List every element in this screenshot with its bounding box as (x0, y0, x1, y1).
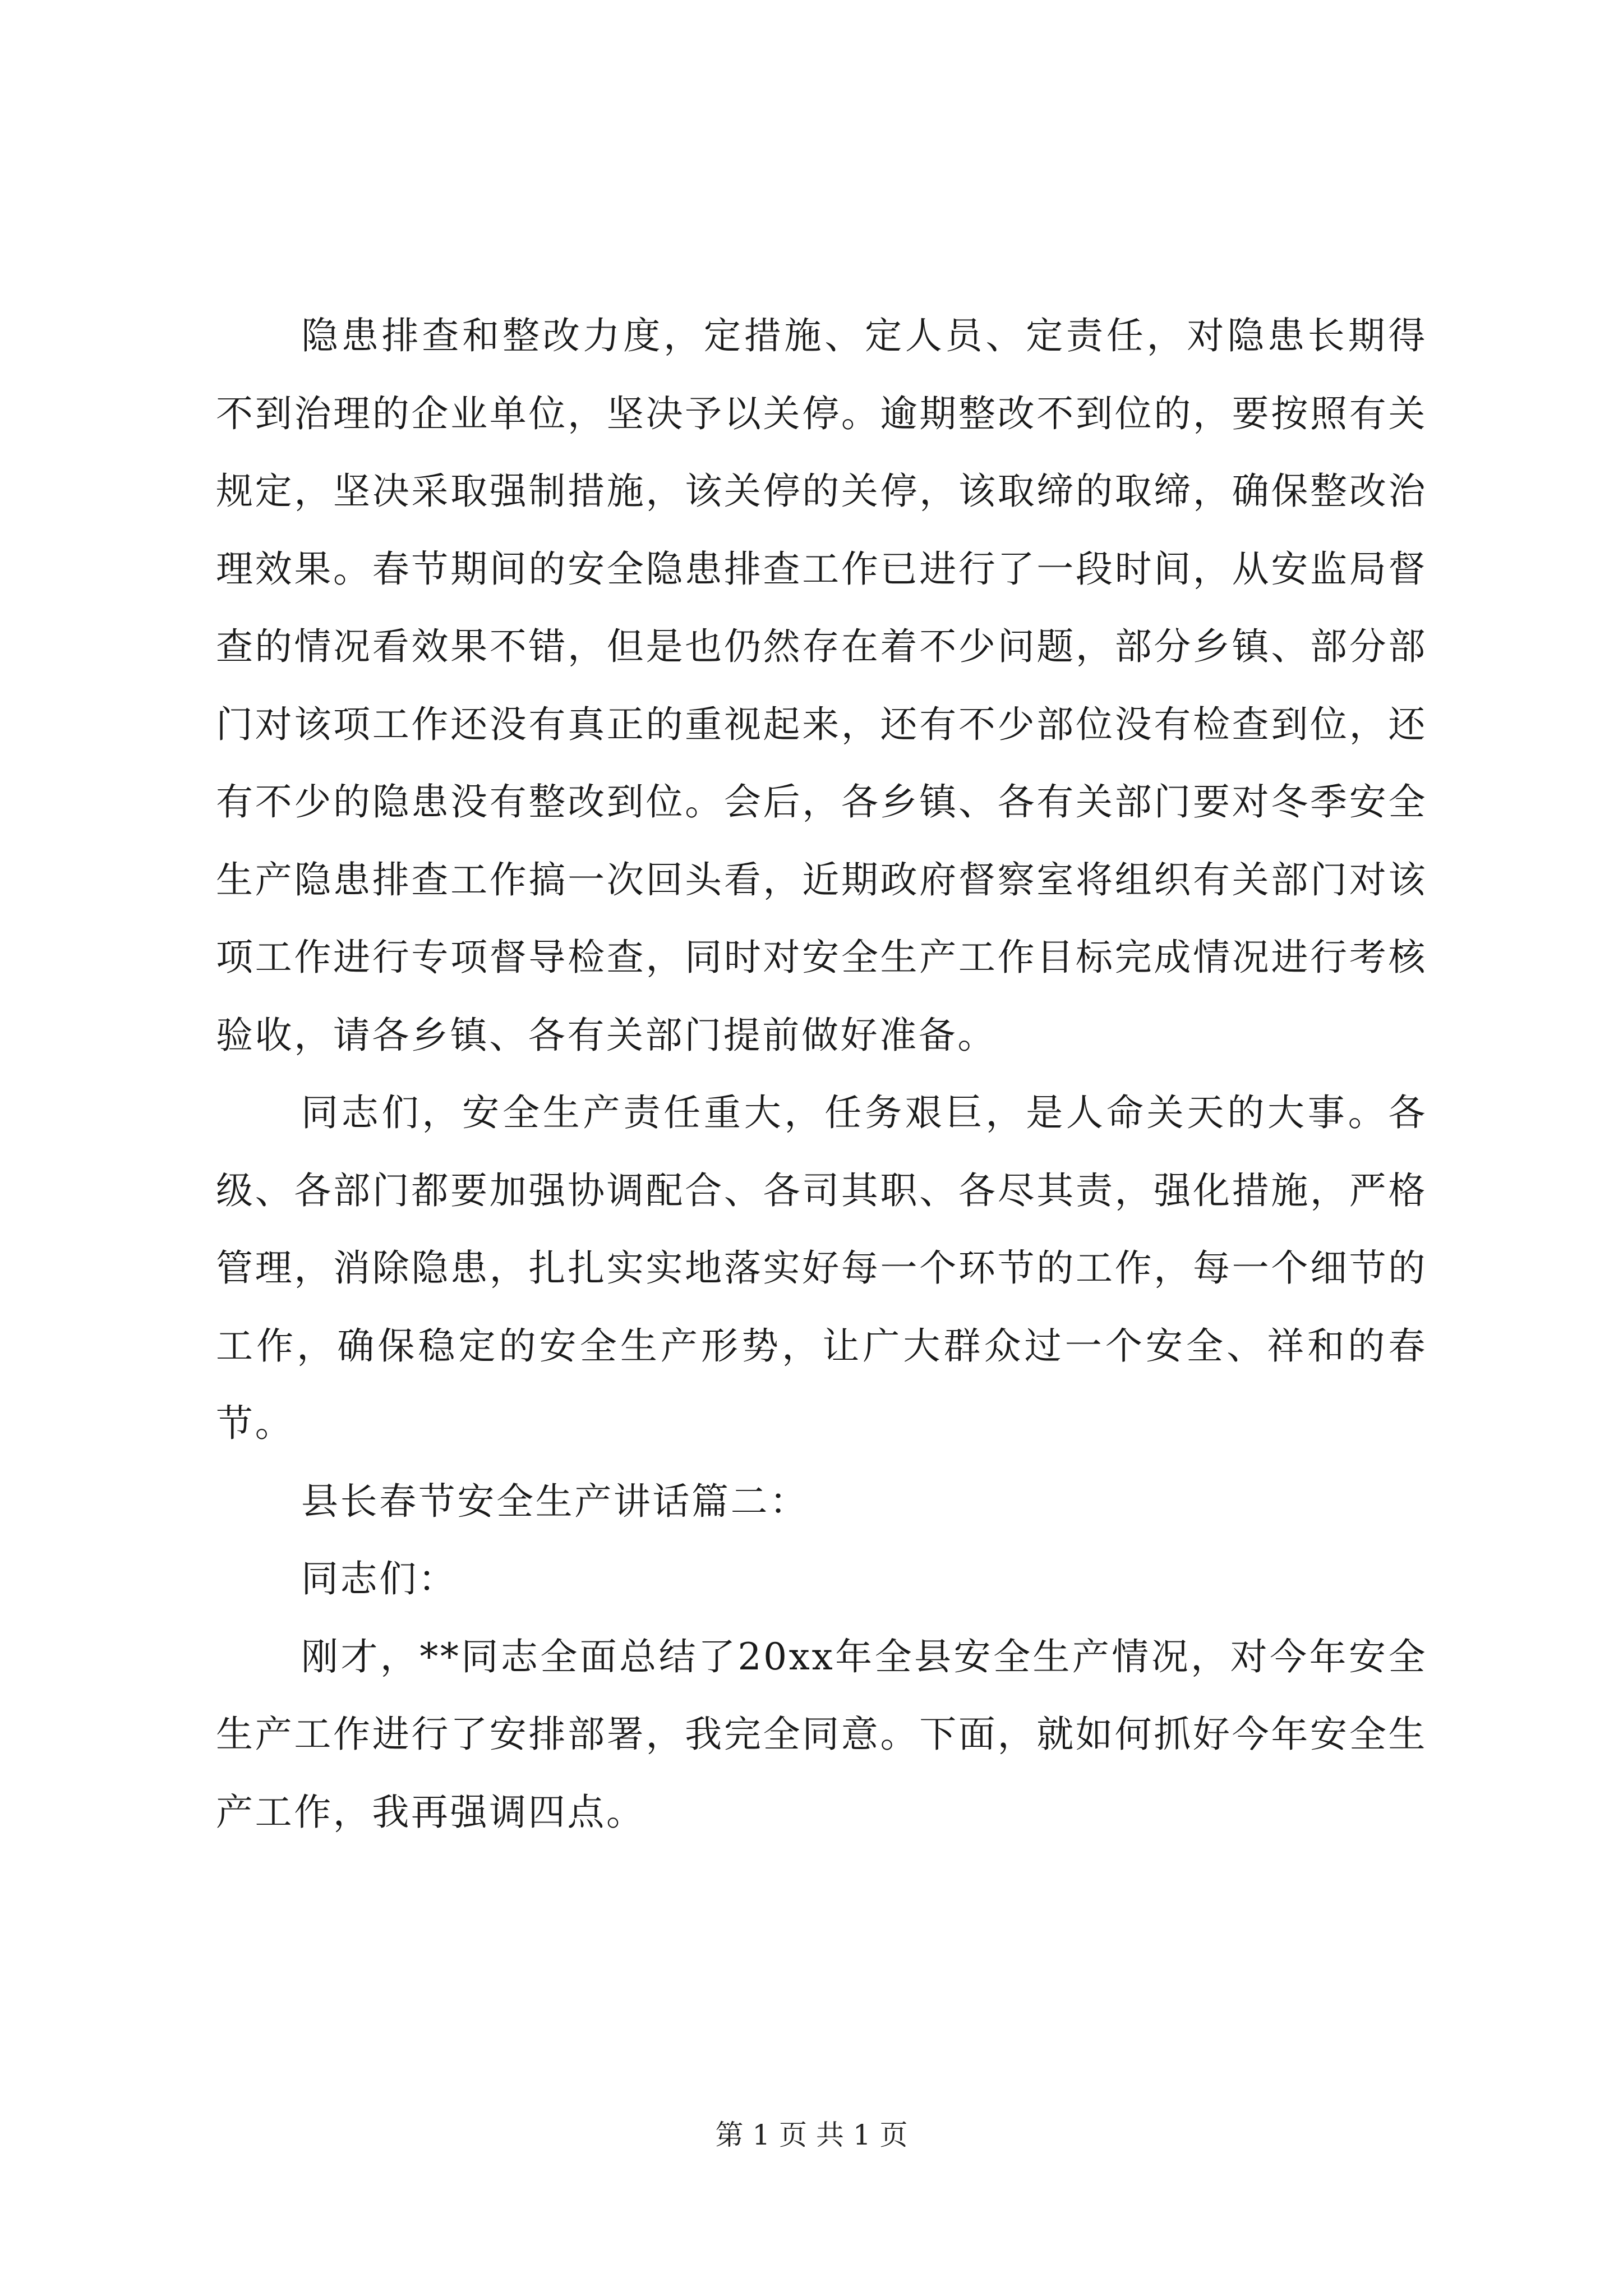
section-heading-speech-two: 县长春节安全生产讲话篇二： (301, 1479, 809, 1523)
paragraph-comrades-responsibility: 同志们，安全生产责任重大，任务艰巨，是人命关天的大事。各级、各部门都要加强协调配合、各司其职、各尽其责，强化措施，严格管理，消除隐患，扎扎实实地落实好每一个环节的工作，每一个细节的工作，确保稳定的安全生产形势，让广大群众过一个安全、祥和的春节。 (216, 1091, 1427, 1445)
document-body (216, 297, 1427, 1851)
paragraph-hazard-inspection: 隐患排查和整改力度，定措施、定人员、定责任，对隐患长期得不到治理的企业单位，坚决予以关停。逾期整改不到位的，要按照有关规定，坚决采取强制措施，该关停的关停，该取缔的取缔，确保整改治理效果。春节期间的安全隐患排查工作已进行了一段时间，从安监局督查的情况看效果不错，但是也仍然存在着不少问题，部分乡镇、部分部门对该项工作还没有真正的重视起来，还有不少部位没有检查到位，还有不少的隐患没有整改到位。会后，各乡镇、各有关部门要对冬季安全生产隐患排查工作搞一次回头看，近期政府督察室将组织有关部门对该项工作进行专项督导检查，同时对安全生产工作目标完成情况进行考核验收，请各乡镇、各有关部门提前做好准备。 (216, 314, 1427, 1057)
salutation: 同志们： (301, 1557, 458, 1600)
page-footer: 第 1 页 共 1 页 (715, 2119, 908, 2151)
paragraph-opening-remarks: 刚才，**同志全面总结了20xx年全县安全生产情况，对今年安全生产工作进行了安排部署，我完全同意。下面，就如何抓好今年安全生产工作，我再强调四点。 (216, 1635, 1427, 1834)
